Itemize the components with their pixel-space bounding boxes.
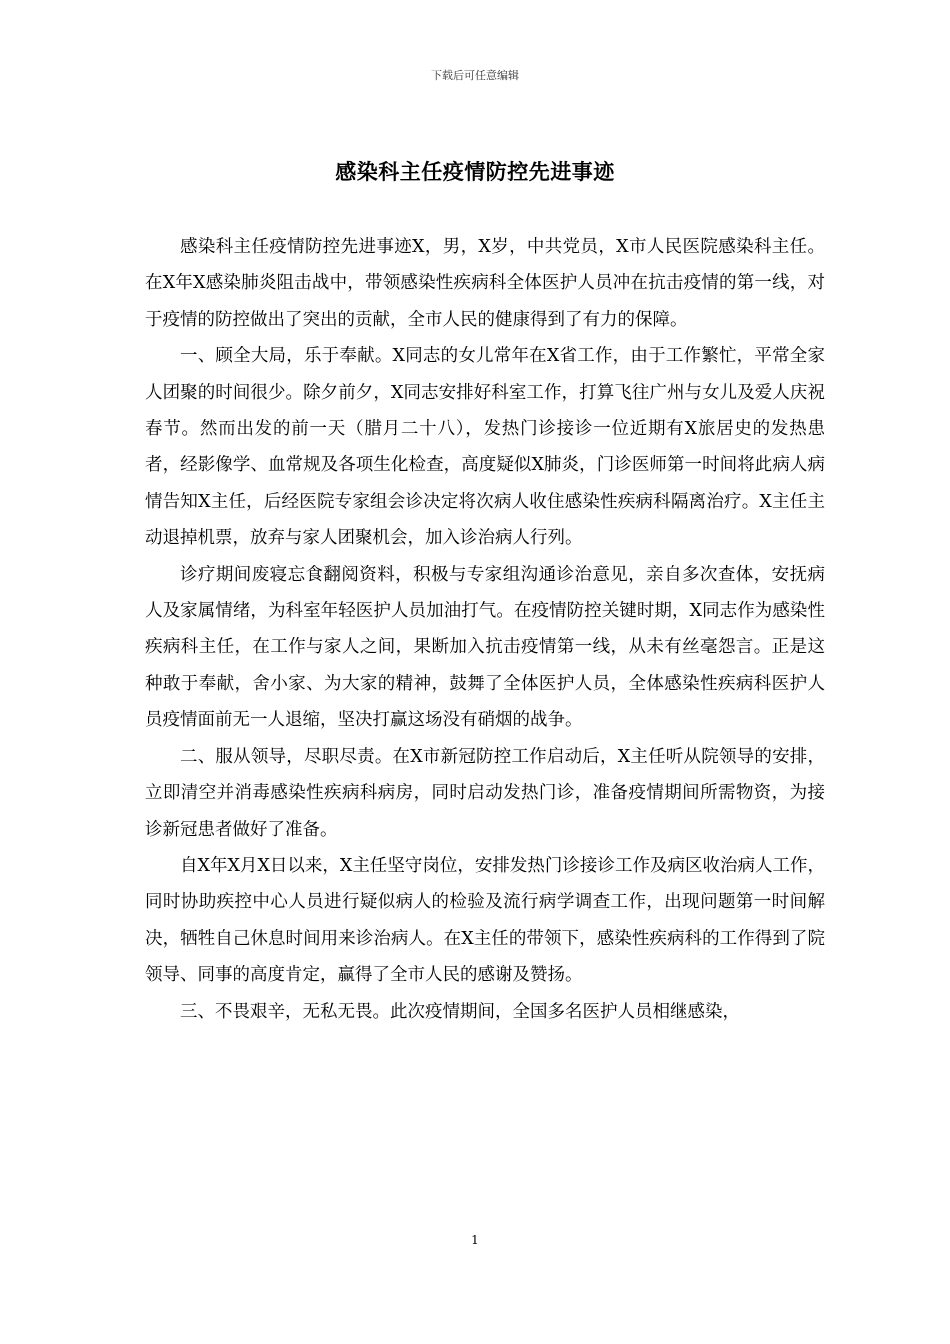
- paragraph-section-3: 三、不畏艰辛，无私无畏。此次疫情期间，全国多名医护人员相继感染，: [180, 1001, 740, 1022]
- document-title: 感染科主任疫情防控先进事迹: [335, 159, 615, 184]
- header-note: 下载后可任意编辑: [431, 69, 519, 82]
- document-body: [145, 229, 825, 1030]
- paragraph-section-1-continued: 诊疗期间废寝忘食翻阅资料，积极与专家组沟通诊治意见，亲自多次查体，安抚病人及家属情绪，为科室年轻医护人员加油打气。在疫情防控关键时期，X同志作为感染性疾病科主任，在工作与家人之间，果断加入抗击疫情第一线，从未有丝毫怨言。正是这种敢于奉献，舍小家、为大家的精神，鼓舞了全体医护人员，全体感染性疾病科医护人员疫情面前无一人退缩，坚决打赢这场没有硝烟的战争。: [145, 564, 825, 731]
- page-number: 1: [471, 1233, 479, 1247]
- paragraph-section-1: 一、顾全大局，乐于奉献。X同志的女儿常年在X省工作，由于工作繁忙，平常全家人团聚的时间很少。除夕前夕，X同志安排好科室工作，打算飞往广州与女儿及爱人庆祝春节。然而出发的前一天（腊月二十八），发热门诊接诊一位近期有X旅居史的发热患者，经影像学、血常规及各项生化检查，高度疑似X肺炎，门诊医师第一时间将此病人病情告知X主任，后经医院专家组会诊决定将次病人收住感染性疾病科隔离治疗。X主任主动退掉机票，放弃与家人团聚机会，加入诊治病人行列。: [145, 346, 825, 549]
- paragraph-intro: 感染科主任疫情防控先进事迹X，男，X岁，中共党员，X市人民医院感染科主任。在X年X感染肺炎阻击战中，带领感染性疾病科全体医护人员冲在抗击疫情的第一线，对于疫情的防控做出了突出的贡献，全市人民的健康得到了有力的保障。: [145, 237, 825, 330]
- paragraph-section-2: 二、服从领导，尽职尽责。在X市新冠防控工作启动后，X主任听从院领导的安排，立即清空并消毒感染性疾病科病房，同时启动发热门诊，准备疫情期间所需物资，为接诊新冠患者做好了准备。: [145, 746, 825, 840]
- paragraph-section-2-continued: 自X年X月X日以来，X主任坚守岗位，安排发热门诊接诊工作及病区收治病人工作，同时协助疾控中心人员进行疑似病人的检验及流行病学调查工作，出现问题第一时间解决，牺牲自己休息时间用来诊治病人。在X主任的带领下，感染性疾病科的工作得到了院领导、同事的高度肯定，赢得了全市人民的感谢及赞扬。: [145, 855, 825, 986]
